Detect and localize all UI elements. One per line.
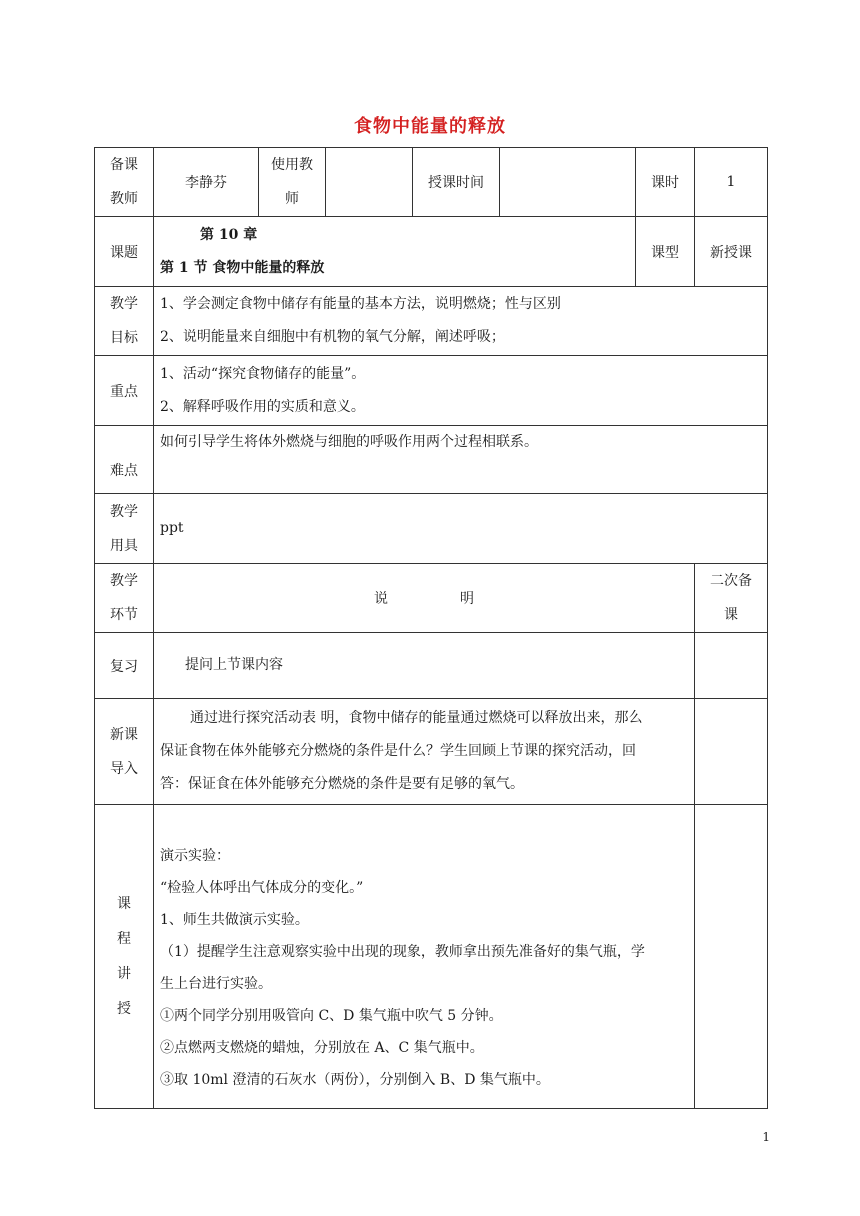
user-name: [326, 148, 413, 217]
page-number: 1: [762, 1130, 770, 1144]
time-label: 授课时间: [413, 148, 500, 217]
intro-label: 新课 导入: [95, 699, 154, 805]
lecture-content: [154, 805, 695, 1109]
key-points-label: 重点: [95, 356, 154, 426]
description-header: 说 明: [154, 564, 695, 633]
lecture-line: “检验人体呼出气体成分的变化。”: [160, 880, 364, 896]
intro-line: 保证食物在体外能够充分燃烧的条件是什么？学生回顾上节课的探究活动，回: [160, 743, 636, 759]
goal-item: 1、学会测定食物中储存有能量的基本方法，说明燃烧；性与区别: [160, 296, 561, 312]
goals-content: [154, 287, 768, 356]
key-point-item: 1、活动“探究食物储存的能量”。: [160, 365, 366, 382]
lecture-line: 1、师生共做演示实验。: [160, 912, 309, 928]
preparer-name: 李静芬: [154, 148, 259, 217]
process-label: 教学 环节: [95, 564, 154, 633]
lecture-label: 课 程 讲 授: [95, 805, 154, 1109]
tools-label: 教学 用具: [95, 494, 154, 564]
difficulty-label: 难点: [95, 426, 154, 494]
topic-content: [154, 217, 636, 287]
key-points-content: [154, 356, 768, 426]
tools-row: [95, 494, 768, 564]
review-text: 提问上节课内容: [185, 657, 283, 673]
intro-second-prep: [695, 699, 768, 805]
intro-line: 答：保证食在体外能够充分燃烧的条件是要有足够的氧气。: [160, 776, 524, 792]
lecture-line: ①两个同学分别用吸管向 C、D 集气瓶中吹气 5 分钟。: [160, 1008, 503, 1024]
goals-row: [95, 287, 768, 356]
key-points-row: [95, 356, 768, 426]
review-row: [95, 633, 768, 699]
second-prep-header: 二次备 课: [695, 564, 768, 633]
topic-section: 第 1 节 食物中能量的释放: [160, 259, 325, 276]
time-value: [500, 148, 636, 217]
lecture-line: 生上台进行实验。: [160, 976, 272, 992]
review-content: [154, 633, 695, 699]
user-label: 使用教 师: [259, 148, 326, 217]
header-row: [95, 148, 768, 217]
review-label: 复习: [95, 633, 154, 699]
lecture-line: （1）提醒学生注意观察实验中出现的现象，教师拿出预先准备好的集气瓶，学: [160, 944, 645, 960]
intro-content: [154, 699, 695, 805]
period-label: 课时: [636, 148, 695, 217]
lecture-row: [95, 805, 768, 1109]
lecture-second-prep: [695, 805, 768, 1109]
lecture-line: 演示实验：: [160, 848, 230, 864]
type-value: 新授课: [695, 217, 768, 287]
period-value: 1: [695, 148, 768, 217]
tools-content: [154, 494, 768, 564]
preparer-label: 备课 教师: [95, 148, 154, 217]
intro-row: [95, 699, 768, 805]
difficulty-row: [95, 426, 768, 494]
review-second-prep: [695, 633, 768, 699]
topic-label: 课题: [95, 217, 154, 287]
difficulty-text: 如何引导学生将体外燃烧与细胞的呼吸作用两个过程相联系。: [160, 434, 538, 450]
goal-item: 2、说明能量来自细胞中有机物的氧气分解，阐述呼吸；: [160, 329, 505, 345]
topic-chapter: 第 10 章: [200, 226, 258, 243]
lecture-line: ②点燃两支燃烧的蜡烛，分别放在 A、C 集气瓶中。: [160, 1040, 484, 1056]
process-header-row: [95, 564, 768, 633]
lesson-plan-table: [94, 147, 768, 1109]
difficulty-content: [154, 426, 768, 494]
topic-row: [95, 217, 768, 287]
lecture-line: ③取 10ml 澄清的石灰水（两份），分别倒入 B、D 集气瓶中。: [160, 1072, 550, 1088]
type-label: 课型: [636, 217, 695, 287]
page-title: 食物中能量的释放: [354, 116, 506, 137]
goals-label: 教学 目标: [95, 287, 154, 356]
key-point-item: 2、解释呼吸作用的实质和意义。: [160, 398, 365, 415]
tools-text: ppt: [160, 520, 184, 536]
intro-line: 通过进行探究活动表 明，食物中储存的能量通过燃烧可以释放出来，那么: [190, 710, 643, 726]
